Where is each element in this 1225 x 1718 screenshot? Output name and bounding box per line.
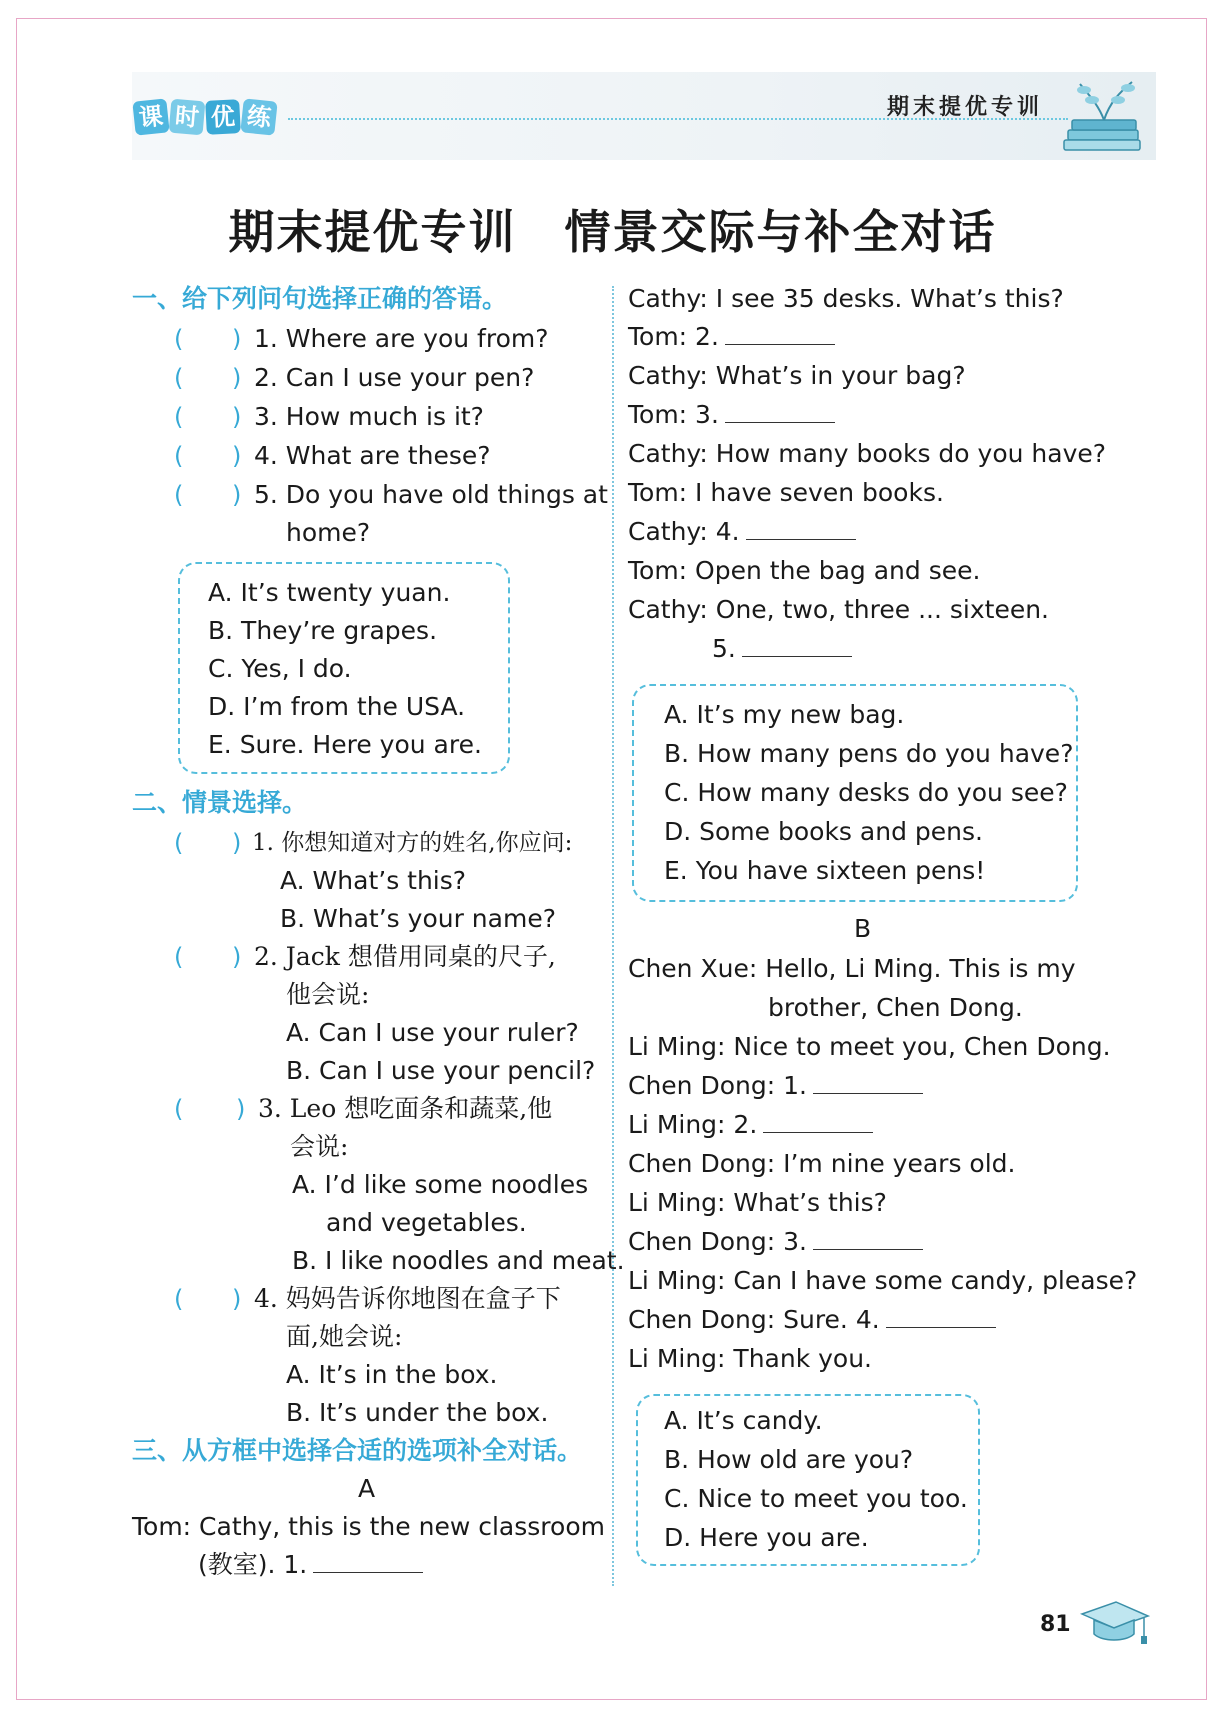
dialogue-line: Cathy: What’s in your bag? xyxy=(628,361,966,390)
answer-paren-open[interactable]: ( xyxy=(174,364,184,392)
s1-question-cont: home? xyxy=(286,518,371,547)
s2-question-stem: 3. Leo 想吃面条和蔬菜,他 xyxy=(258,1094,553,1123)
s2-option: A. It’s in the box. xyxy=(286,1360,498,1389)
s2-question-cont: 面,她会说: xyxy=(286,1322,403,1351)
dialogue-line xyxy=(628,400,835,430)
s2-option-cont: and vegetables. xyxy=(326,1208,527,1237)
part-a-option: A. It’s my new bag. xyxy=(664,700,905,729)
dialogue-line xyxy=(628,1227,923,1257)
dialogue-text: Cathy: 4. xyxy=(628,517,740,546)
s1-option: C. Yes, I do. xyxy=(208,654,352,683)
logo-char: 练 xyxy=(240,98,277,135)
answer-paren-close: ) xyxy=(232,481,242,509)
s2-question-stem: 4. 妈妈告诉你地图在盒子下 xyxy=(254,1284,561,1313)
dialogue-text: Chen Dong: Sure. 4. xyxy=(628,1305,880,1334)
part-b-option: B. How old are you? xyxy=(664,1445,914,1474)
part-b-option: C. Nice to meet you too. xyxy=(664,1484,968,1513)
answer-blank[interactable] xyxy=(813,1227,923,1250)
part-a-option: D. Some books and pens. xyxy=(664,817,983,846)
part-b-label: B xyxy=(854,914,872,943)
dialogue-line: Chen Dong: I’m nine years old. xyxy=(628,1149,1016,1178)
dialogue-line xyxy=(198,1550,423,1580)
answer-paren-close: ) xyxy=(232,403,242,431)
logo-char: 课 xyxy=(132,98,169,135)
part-b-option: D. Here you are. xyxy=(664,1523,869,1552)
answer-paren-open[interactable]: ( xyxy=(174,403,184,431)
s2-question-stem: 2. Jack 想借用同桌的尺子, xyxy=(254,942,556,971)
part-a-option: E. You have sixteen pens! xyxy=(664,856,986,885)
s2-option: A. What’s this? xyxy=(280,866,467,895)
dialogue-text: Tom: 2. xyxy=(628,322,719,351)
s2-question-stem: 1. 你想知道对方的姓名,你应问: xyxy=(252,830,573,856)
answer-paren-close: ) xyxy=(232,325,242,353)
dialogue-text: Chen Dong: 1. xyxy=(628,1071,807,1100)
dialogue-text: 5. xyxy=(712,634,736,663)
answer-paren-close: ) xyxy=(232,442,242,470)
page-number: 81 xyxy=(1040,1612,1071,1637)
part-a-label: A xyxy=(358,1474,376,1503)
part-a-option: B. How many pens do you have? xyxy=(664,739,1074,768)
dialogue-line xyxy=(628,1110,873,1140)
s1-question: 4. What are these? xyxy=(254,441,491,470)
books-plant-icon xyxy=(1058,74,1154,160)
s1-option: B. They’re grapes. xyxy=(208,616,438,645)
dialogue-text: (教室). 1. xyxy=(198,1550,308,1579)
answer-blank[interactable] xyxy=(725,400,835,423)
column-divider xyxy=(612,286,614,1586)
answer-blank[interactable] xyxy=(886,1305,996,1328)
answer-paren-open[interactable]: ( xyxy=(174,325,184,353)
s2-option: B. It’s under the box. xyxy=(286,1398,549,1427)
s2-question-cont: 他会说: xyxy=(286,980,370,1009)
part-b-option: A. It’s candy. xyxy=(664,1406,823,1435)
answer-blank[interactable] xyxy=(763,1110,873,1133)
dialogue-line xyxy=(712,634,852,664)
answer-paren-open[interactable]: ( xyxy=(174,481,184,509)
lesson-logo xyxy=(134,100,276,134)
answer-blank[interactable] xyxy=(746,517,856,540)
answer-paren-close: ) xyxy=(232,364,242,392)
dialogue-text: Tom: 3. xyxy=(628,400,719,429)
dialogue-text: Li Ming: 2. xyxy=(628,1110,758,1139)
s2-option: B. Can I use your pencil? xyxy=(286,1056,596,1085)
answer-paren-open[interactable]: ( xyxy=(174,442,184,470)
logo-char: 优 xyxy=(205,99,241,135)
s1-question: 3. How much is it? xyxy=(254,402,484,431)
dialogue-line: Li Ming: Nice to meet you, Chen Dong. xyxy=(628,1032,1111,1061)
dialogue-line xyxy=(628,517,856,547)
logo-char: 时 xyxy=(169,99,206,136)
s1-question: 2. Can I use your pen? xyxy=(254,363,535,392)
dialogue-line: Chen Xue: Hello, Li Ming. This is my xyxy=(628,954,1076,983)
answer-paren-close: ) xyxy=(236,1095,246,1123)
answer-paren-open[interactable]: ( xyxy=(174,943,184,971)
answer-paren-close: ) xyxy=(232,1285,242,1313)
s2-option: B. What’s your name? xyxy=(280,904,556,933)
section-1-heading: 一、给下列问句选择正确的答语。 xyxy=(132,284,508,313)
dialogue-line: Li Ming: Thank you. xyxy=(628,1344,873,1373)
answer-blank[interactable] xyxy=(813,1071,923,1094)
dialogue-line: brother, Chen Dong. xyxy=(768,993,1023,1022)
dialogue-line xyxy=(628,322,835,352)
dialogue-line: Tom: Cathy, this is the new classroom xyxy=(132,1512,605,1541)
dialogue-line: Li Ming: What’s this? xyxy=(628,1188,887,1217)
answer-paren-close: ) xyxy=(232,943,242,971)
answer-paren-open[interactable]: ( xyxy=(174,1285,184,1313)
part-a-option: C. How many desks do you see? xyxy=(664,778,1068,807)
dialogue-text: Chen Dong: 3. xyxy=(628,1227,807,1256)
s2-option: B. I like noodles and meat. xyxy=(292,1246,625,1275)
answer-blank[interactable] xyxy=(742,634,852,657)
answer-paren-open[interactable]: ( xyxy=(174,829,184,857)
dialogue-line: Tom: Open the bag and see. xyxy=(628,556,981,585)
header-section-title: 期末提优专训 xyxy=(886,94,1043,120)
s2-question-cont: 会说: xyxy=(290,1132,349,1161)
s1-question: 5. Do you have old things at xyxy=(254,480,608,509)
s1-option: E. Sure. Here you are. xyxy=(208,730,482,759)
answer-paren-close: ) xyxy=(232,829,242,857)
graduation-cap-icon xyxy=(1078,1596,1150,1650)
page-title: 期末提优专训 情景交际与补全对话 xyxy=(228,205,997,259)
dialogue-line: Cathy: How many books do you have? xyxy=(628,439,1107,468)
answer-paren-open[interactable]: ( xyxy=(174,1095,184,1123)
dialogue-line: Li Ming: Can I have some candy, please? xyxy=(628,1266,1138,1295)
section-2-heading: 二、情景选择。 xyxy=(132,788,308,817)
answer-blank[interactable] xyxy=(313,1550,423,1573)
dialogue-line xyxy=(628,1071,923,1101)
dialogue-line: Cathy: One, two, three ... sixteen. xyxy=(628,595,1049,624)
s1-option: A. It’s twenty yuan. xyxy=(208,578,451,607)
dialogue-line: Tom: I have seven books. xyxy=(628,478,944,507)
dialogue-line: Cathy: I see 35 desks. What’s this? xyxy=(628,284,1064,313)
s2-option: A. Can I use your ruler? xyxy=(286,1018,579,1047)
s1-question: 1. Where are you from? xyxy=(254,324,549,353)
dialogue-line xyxy=(628,1305,996,1335)
s1-option: D. I’m from the USA. xyxy=(208,692,466,721)
s2-option: A. I’d like some noodles xyxy=(292,1170,589,1199)
section-3-heading: 三、从方框中选择合适的选项补全对话。 xyxy=(132,1436,583,1465)
answer-blank[interactable] xyxy=(725,322,835,345)
